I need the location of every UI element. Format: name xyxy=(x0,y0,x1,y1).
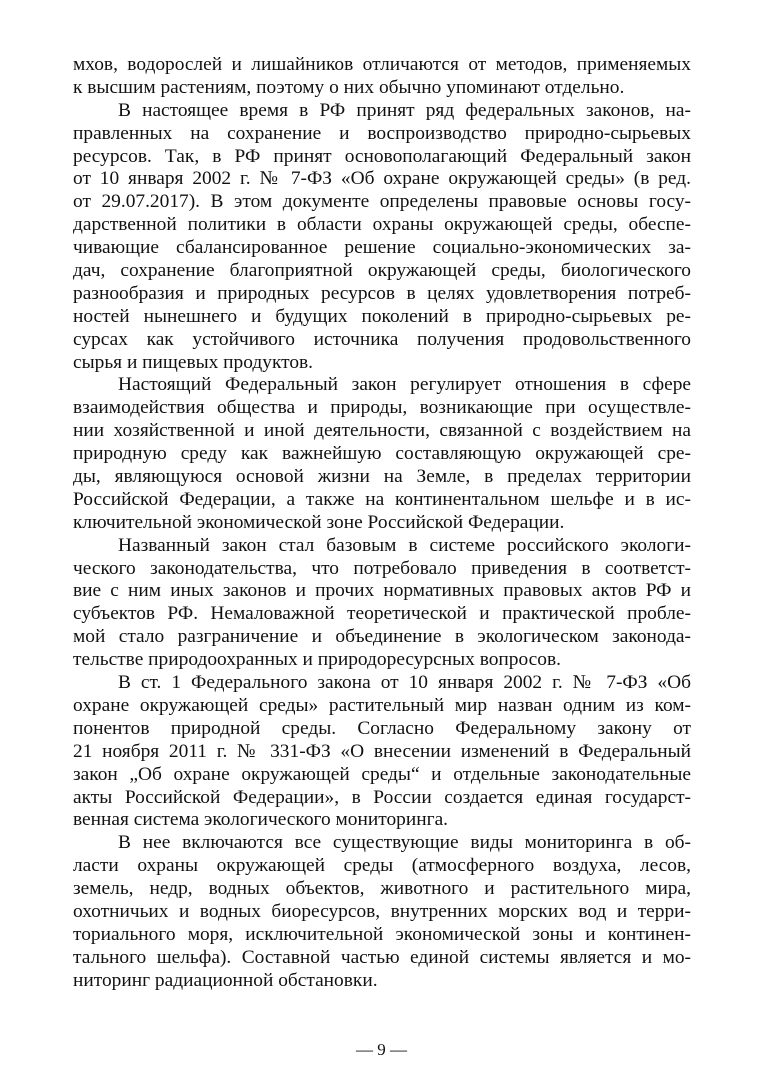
text-line: Названный закон стал базовым в системе российского экологи- xyxy=(118,534,691,556)
text-line: мхов, водорослей и лишайников отличаются от методов, применяемых xyxy=(73,54,691,75)
paragraph xyxy=(73,535,691,672)
text-line: охотничьих и водных биоресурсов, внутренних морских вод и терри- xyxy=(73,900,691,922)
text-line: В нее включаются все существующие виды мониторинга в об- xyxy=(118,832,691,854)
text-line: ключительной экономической зоне Российской Федерации. xyxy=(73,511,565,533)
text-line: земель, недр, водных объектов, животного и растительного мира, xyxy=(73,878,691,900)
text-line: тельстве природоохранных и природоресурсных вопросов. xyxy=(73,649,561,671)
paragraph xyxy=(73,100,691,375)
text-line: ды, являющуюся основой жизни на Земле, в пределах территории xyxy=(73,466,691,488)
paragraph xyxy=(73,832,691,992)
text-line: нии хозяйственной и иной деятельности, связанной с воздействием на xyxy=(73,420,691,442)
text-line: разнообразия и природных ресурсов в целях удовлетворения потреб- xyxy=(73,282,691,304)
paragraph xyxy=(73,54,691,100)
text-line: ласти охраны окружающей среды (атмосферного воздуха, лесов, xyxy=(73,855,691,877)
text-line: чивающие сбалансированное решение социально-экономических за- xyxy=(73,237,691,259)
text-line: дарственной политики в области охраны окружающей среды, обеспе- xyxy=(73,214,691,236)
text-line: В настоящее время в РФ принят ряд федеральных законов, на- xyxy=(118,99,691,121)
text-line: Настоящий Федеральный закон регулирует отношения в сфере xyxy=(118,374,691,396)
text-line: природную среду как важнейшую составляющую окружающей сре- xyxy=(73,443,691,465)
paragraph xyxy=(73,374,691,534)
text-line: ниторинг радиационной обстановки. xyxy=(73,969,378,991)
text-line: В ст. 1 Федерального закона от 10 января 2002 г. № 7-ФЗ «Об xyxy=(118,672,691,694)
text-line: взаимодействия общества и природы, возникающие при осуществле- xyxy=(73,397,691,419)
text-line: субъектов РФ. Немаловажной теоретической и практической пробле- xyxy=(73,603,691,625)
text-line: дач, сохранение благоприятной окружающей среды, биологического xyxy=(73,260,691,282)
text-line: мой стало разграничение и объединение в экологическом законода- xyxy=(73,626,691,648)
text-line: ческого законодательства, что потребовало приведения в соответст- xyxy=(73,557,691,579)
text-line: венная система экологического мониторинга. xyxy=(73,809,449,831)
text-line: 21 ноября 2011 г. № 331-ФЗ «О внесении изменений в Федеральный xyxy=(73,740,691,762)
text-line: охране окружающей среды» растительный мир назван одним из ком- xyxy=(73,694,691,716)
text-line: вие с ним иных законов и прочих нормативных правовых актов РФ и xyxy=(73,580,691,602)
page-number: — 9 — xyxy=(356,1040,407,1059)
text-line: сырья и пищевых продуктов. xyxy=(73,351,314,373)
text-line: к высшим растениям, поэтому о них обычно упоминают отдельно. xyxy=(73,76,625,98)
text-line: акты Российской Федерации», в России создается единая государст- xyxy=(73,786,691,808)
text-line: Российской Федерации, а также на континентальном шельфе и в ис- xyxy=(73,488,691,510)
text-line: тального шельфа). Составной частью единой системы является и мо- xyxy=(73,946,691,968)
text-line: ресурсов. Так, в РФ принят основополагающий Федеральный закон xyxy=(73,145,691,167)
text-line: ториального моря, исключительной экономической зоны и континен- xyxy=(73,923,691,945)
text-line: ностей нынешнего и будущих поколений в природно-сырьевых ре- xyxy=(73,305,691,327)
text-line: закон „Об охране окружающей среды“ и отдельные законодательные xyxy=(73,763,691,785)
text-line: от 10 января 2002 г. № 7-ФЗ «Об охране окружающей среды» (в ред. xyxy=(73,168,691,190)
text-line: понентов природной среды. Согласно Федеральному закону от xyxy=(73,717,691,739)
text-line: сурсах как устойчивого источника получения продовольственного xyxy=(73,328,691,350)
text-line: правленных на сохранение и воспроизводство природно-сырьевых xyxy=(73,122,691,144)
body-text xyxy=(73,54,691,993)
paragraph xyxy=(73,672,691,832)
text-line: от 29.07.2017). В этом документе определены правовые основы госу- xyxy=(73,191,691,213)
